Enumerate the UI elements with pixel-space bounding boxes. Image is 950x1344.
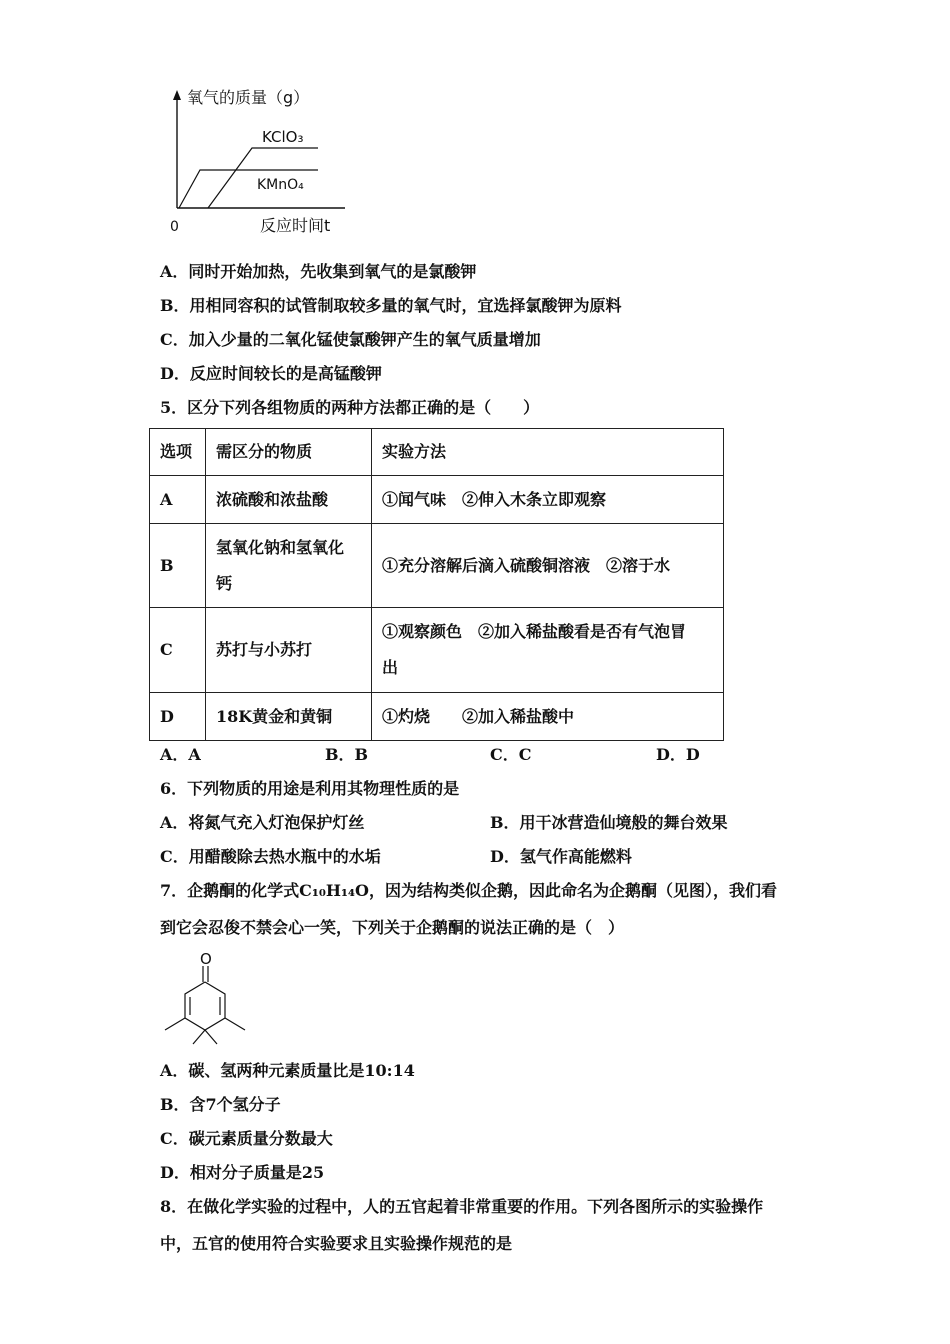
table-row [150, 608, 724, 693]
kmno4-label: KMnO₄ [257, 177, 304, 193]
oxygen-mass-graph [160, 78, 360, 238]
header-substances: 需区分的物质 [206, 429, 372, 476]
row-method: ①灼烧 ②加入稀盐酸中 [372, 693, 724, 741]
q5-answer-d: D．D [656, 745, 700, 764]
table-row [150, 693, 724, 741]
q5-answer-c: C．C [490, 745, 532, 764]
q7-option-c: C．碳元素质量分数最大 [160, 1129, 333, 1148]
q4-option-c: C．加入少量的二氧化锰使氯酸钾产生的氧气质量增加 [160, 330, 541, 349]
table-row [150, 476, 724, 524]
q4-option-b: B．用相同容积的试管制取较多量的氧气时，宜选择氯酸钾为原料 [160, 296, 622, 315]
q4-option-a: A．同时开始加热，先收集到氧气的是氯酸钾 [160, 262, 477, 281]
q4-option-d: D．反应时间较长的是高锰酸钾 [160, 364, 382, 383]
x-axis-label: 反应时间t [260, 216, 331, 235]
row-substances: 苏打与小苏打 [206, 608, 372, 693]
q5-answer-a: A．A [160, 745, 201, 764]
oxygen-label: O [200, 950, 212, 968]
q5-stem: 5．区分下列各组物质的两种方法都正确的是（ ） [160, 398, 540, 417]
row-option: D [150, 693, 206, 741]
row-substances [206, 524, 372, 608]
row-method-line1: ①观察颜色 ②加入稀盐酸看是否有气泡冒 [382, 622, 687, 641]
row-option: B [150, 524, 206, 608]
q7-stem-line1: 7．企鹅酮的化学式C₁₀H₁₄O，因为结构类似企鹅，因此命名为企鹅酮（见图），我们看 [160, 881, 777, 900]
q6-stem: 6．下列物质的用途是利用其物理性质的是 [160, 779, 460, 798]
kclo3-label: KClO₃ [262, 128, 304, 146]
row-method: ①闻气味 ②伸入木条立即观察 [372, 476, 724, 524]
penguinone-structure [160, 948, 260, 1048]
q6-option-c: C．用醋酸除去热水瓶中的水垢 [160, 847, 381, 866]
q6-option-b: B．用干冰营造仙境般的舞台效果 [490, 813, 728, 832]
q6-option-d: D．氢气作高能燃料 [490, 847, 632, 866]
q8-stem-line2: 中，五官的使用符合实验要求且实验操作规范的是 [160, 1234, 513, 1253]
q7-option-b: B．含7个氢分子 [160, 1095, 281, 1114]
row-option: C [150, 608, 206, 693]
row-substances: 18K黄金和黄铜 [206, 693, 372, 741]
row-substances-line1: 氢氧化钠和氢氧化 [216, 537, 345, 557]
q5-answer-b: B．B [325, 745, 369, 764]
header-option: 选项 [150, 429, 206, 476]
y-axis-arrow [173, 90, 181, 100]
q5-table [149, 428, 724, 741]
row-option: A [150, 476, 206, 524]
row-method: ①充分溶解后滴入硫酸铜溶液 ②溶于水 [372, 524, 724, 608]
header-method: 实验方法 [372, 429, 724, 476]
q7-option-a: A．碳、氢两种元素质量比是10:14 [160, 1061, 415, 1080]
q7-option-d: D．相对分子质量是25 [160, 1163, 325, 1182]
y-axis-label: 氧气的质量（g） [187, 88, 310, 107]
q8-stem-line1: 8．在做化学实验的过程中，人的五官起着非常重要的作用。下列各图所示的实验操作 [160, 1197, 764, 1216]
table-header-row [150, 429, 724, 476]
row-substances: 浓硫酸和浓盐酸 [206, 476, 372, 524]
q7-stem-line2: 到它会忍俊不禁会心一笑，下列关于企鹅酮的说法正确的是（ ） [160, 918, 625, 937]
origin-label: 0 [170, 219, 179, 235]
row-substances-line2: 钙 [216, 573, 233, 593]
row-method-line2: 出 [382, 658, 399, 677]
table-row [150, 524, 724, 608]
row-method [372, 608, 724, 693]
q6-option-a: A．将氮气充入灯泡保护灯丝 [160, 813, 365, 832]
